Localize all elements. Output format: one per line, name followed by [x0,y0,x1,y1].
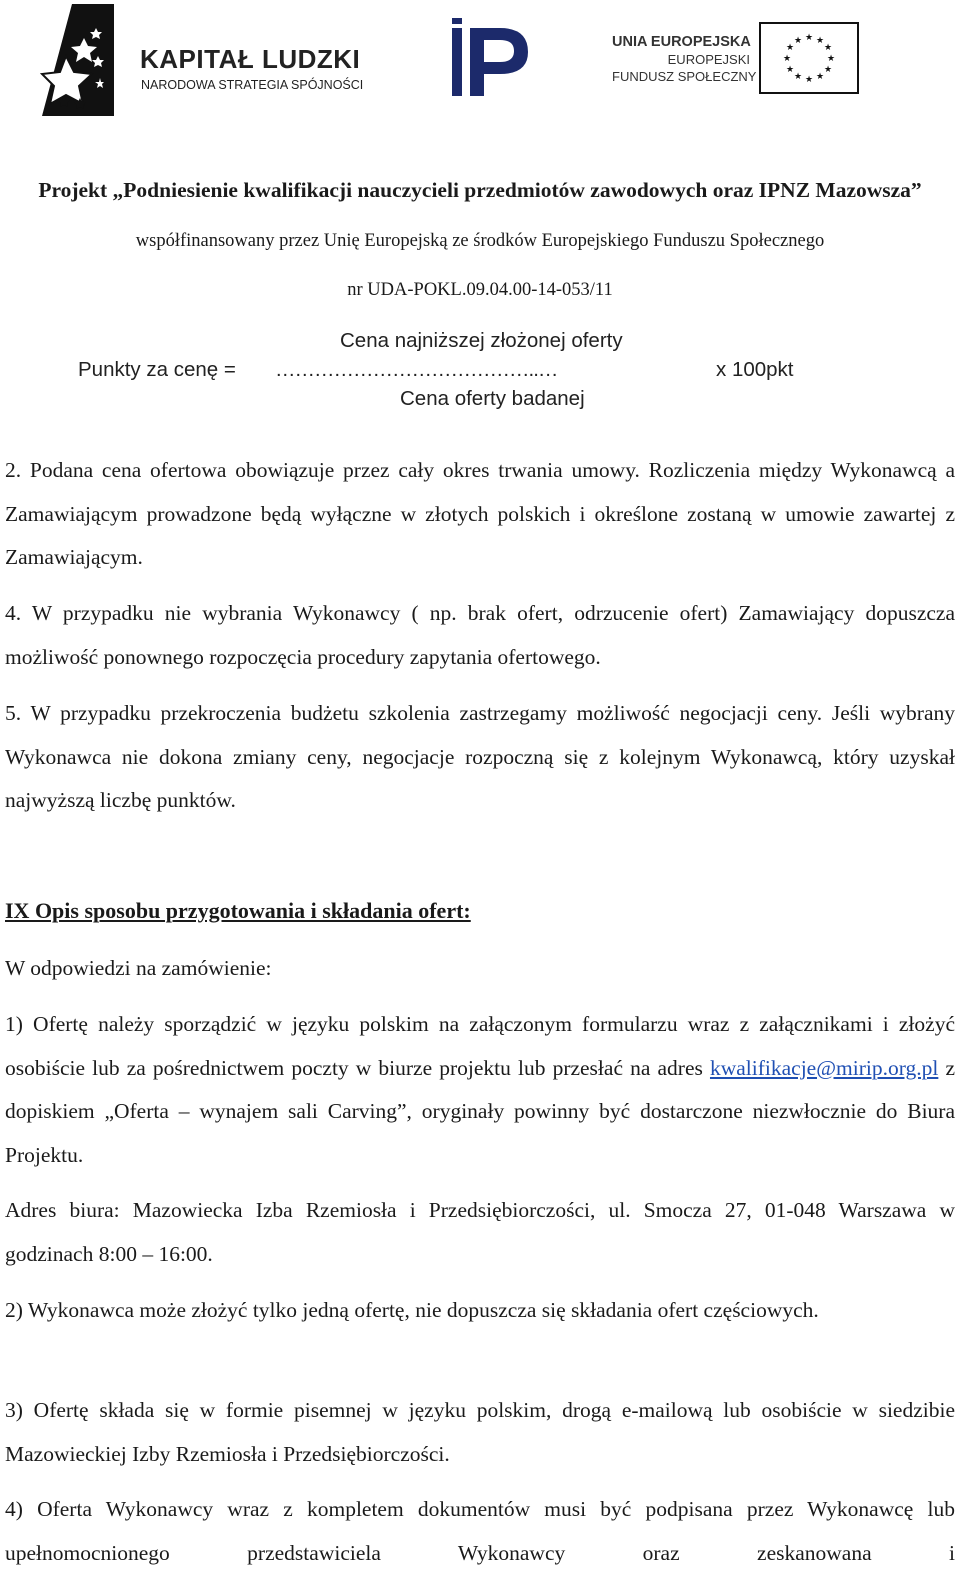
svg-text:★: ★ [793,72,803,82]
svg-text:★: ★ [785,43,795,53]
irp-logo [450,16,534,100]
formula-multiplier: x 100pkt [716,358,794,381]
paragraph-2: 2. Podana cena ofertowa obowiązuje przez cały okres trwania umowy. Rozliczenia między Wykonawcą a Zamawiającym prowadzone będą wyłączne w złotych polskich i określone zostaną w umowie zawartej z Zamawiającym. [5,458,955,569]
section-ix-intro: W odpowiedzi na zamówienie: [5,956,272,980]
paragraph-4: 4. W przypadku nie wybrania Wykonawcy ( np. brak ofert, odrzucenie ofert) Zamawiający dopuszcza możliwość ponownego rozpoczęcia procedury zapytania ofertowego. [5,601,955,669]
irp-logo-icon [450,16,534,100]
svg-text:★: ★ [793,36,803,46]
offer-item-1 [5,1003,955,1177]
contract-number: nr UDA-POKL.09.04.00-14-053/11 [347,280,613,300]
svg-text:★: ★ [826,54,836,64]
email-link[interactable]: kwalifikacje@mirip.org.pl [709,1055,939,1080]
svg-text:★: ★ [785,65,795,75]
svg-text:★: ★ [815,72,825,82]
offer-item-1-text-a: 1) Ofertę należy sporządzić w języku polskim na załączonym formularzu wraz z załącznikami i złożyć osobiście lub za pośrednictwem poczty w biurze projektu lub przesłać na adres [5,1012,955,1080]
formula-lhs: Punkty za cenę = [78,358,236,381]
svg-text:★: ★ [804,33,814,43]
svg-text:★: ★ [823,43,833,53]
eu-line-2: EUROPEJSKI [667,52,750,67]
offer-item-1-text-b: z dopiskiem „Oferta – wynajem sali Carving”, oryginały powinny być dostarczone niezwłocznie do Biura Projektu. [5,1055,955,1167]
project-title: Projekt „Podniesienie kwalifikacji nauczycieli przedmiotów zawodowych oraz IPNZ Mazowsza” [38,178,922,202]
kapital-ludzki-subtitle: NARODOWA STRATEGIA SPÓJNOŚCI [141,78,364,92]
svg-text:★: ★ [804,75,814,85]
paragraph-5: 5. W przypadku przekroczenia budżetu szkolenia zastrzegamy możliwość negocjacji ceny. Jeśli wybrany Wykonawca nie dokona zmiany ceny, negocjacje rozpoczną się z kolejnym Wykonawcą, który uzyskał najwyższą liczbę punktów. [5,701,955,812]
header-logos [0,0,960,120]
cofinance-line: współfinansowany przez Unię Europejską ze środków Europejskiego Funduszu Społecznego [135,231,825,251]
section-ix-heading: IX Opis sposobu przygotowania i składania ofert: [5,898,471,923]
offer-item-4: 4) Oferta Wykonawcy wraz z kompletem dokumentów musi być podpisana przez Wykonawcę lub upełnomocnionego przedstawiciela Wykonawcy oraz zeskanowana i [5,1497,955,1565]
svg-text:★: ★ [782,54,792,64]
eu-line-3: FUNDUSZ SPOŁECZNY [612,69,757,84]
svg-text:★: ★ [823,65,833,75]
eu-efs-logo [612,22,864,98]
kapital-ludzki-title: KAPITAŁ LUDZKI [140,44,361,74]
formula-numerator: Cena najniższej złożonej oferty [340,329,623,352]
offer-item-3: 3) Ofertę składa się w formie pisemnej w języku polskim, drogą e-mailową lub osobiście w siedzibie Mazowieckiej Izby Rzemiosła i Przedsiębiorczości. [5,1398,955,1466]
office-address: Adres biura: Mazowiecka Izba Rzemiosła i Przedsiębiorczości, ul. Smocza 27, 01-048 Warszawa w godzinach 8:00 – 16:00. [5,1198,955,1266]
eu-flag-icon [759,22,859,94]
offer-item-2: 2) Wykonawca może złożyć tylko jedną ofertę, nie dopuszcza się składania ofert częściowych. [5,1298,819,1322]
eu-text-block [612,34,757,85]
kapital-ludzki-logo [40,4,385,120]
formula-denominator: Cena oferty badanej [400,387,585,410]
formula-dots: …………………………………..… [275,358,558,381]
eu-line-1: UNIA EUROPEJSKA [612,34,751,50]
svg-text:★: ★ [815,36,825,46]
